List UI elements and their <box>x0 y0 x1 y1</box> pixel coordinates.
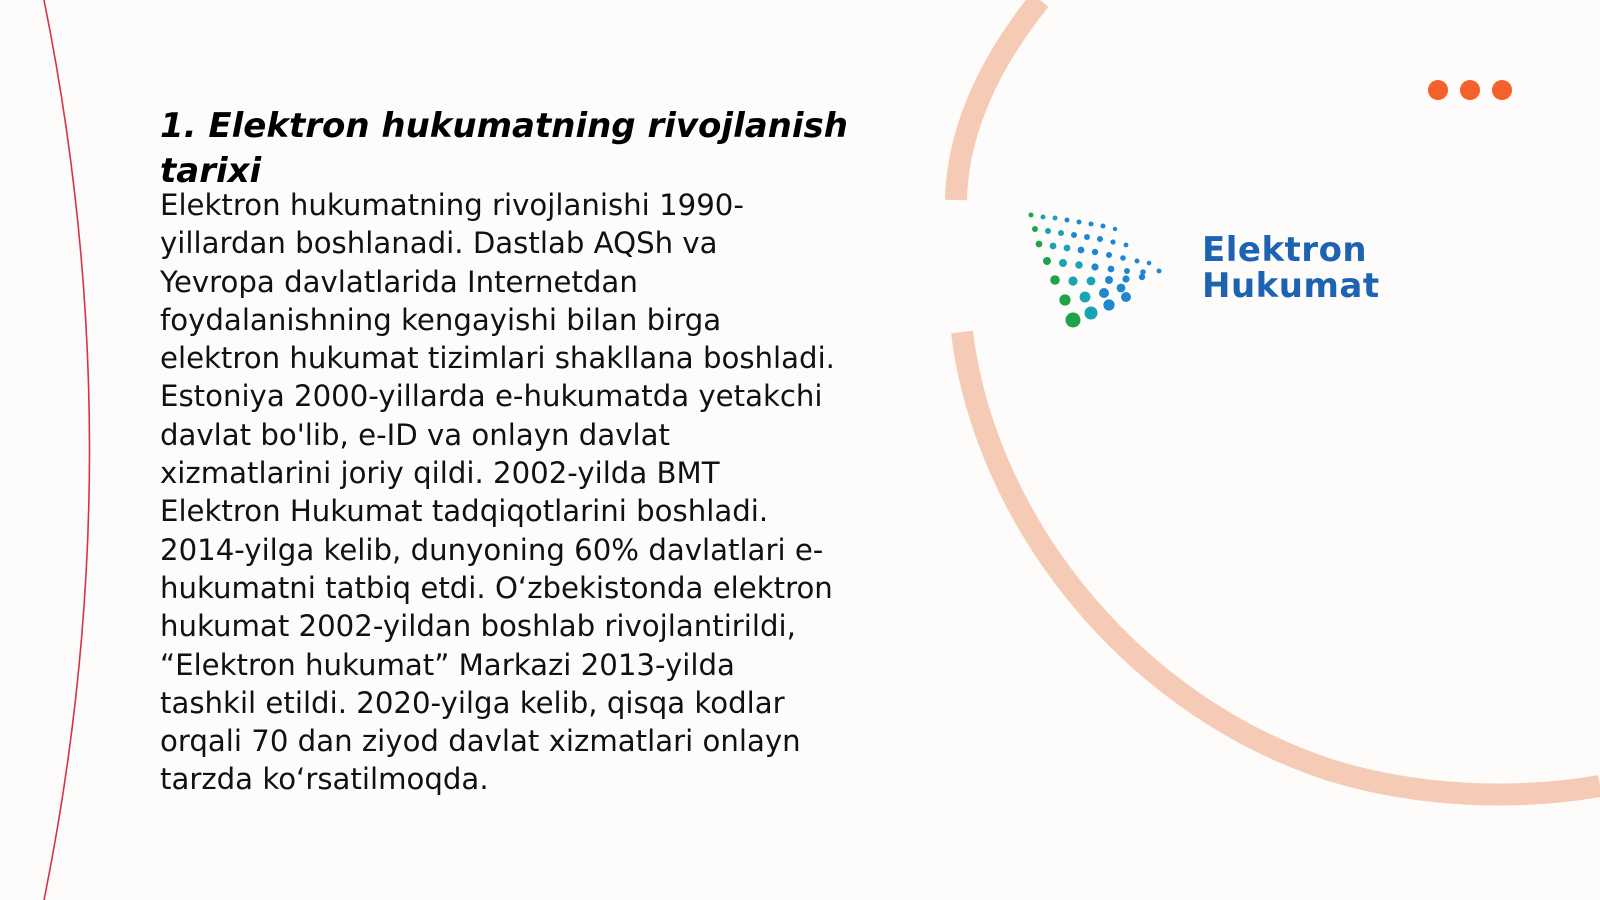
dot-swoosh-logo-icon <box>1025 205 1195 330</box>
arc-segment-top <box>956 0 1040 200</box>
slide-title: 1. Elektron hukumatning rivojlanish tarixi <box>160 106 848 191</box>
slide-body-text: Elektron hukumatning rivojlanishi 1990-yillardan boshlanadi. Dastlab AQSh va Yevropa davlatlarida Internetdan foydalanishning kengayishi bilan birga elektron hukumat tizimlari shakllana boshladi. Estoniya 2000-yillarda e-hukumatda yetakchi davlat bo'lib, e-ID va onlayn davlat xizmatlarini joriy qildi. 2002-yilda BMT Elektron Hukumat tadqiqotlarini boshladi. 2014-yilga kelib, dunyoning 60% davlatlari e-hukumatni tatbiq etdi. O‘zbekistonda elektron hukumat 2002-yildan boshlab rivojlantirildi, “Elektron hukumat” Markazi 2013-yilda tashkil etildi. 2020-yilga kelib, qisqa kodlar orqali 70 dan ziyod davlat xizmatlari onlayn tarzda ko‘rsatilmoqda. <box>160 188 835 797</box>
three-dots-icon <box>1428 79 1512 101</box>
logo-wordmark <box>1202 232 1380 304</box>
logo-line-1: Elektron <box>1202 230 1368 270</box>
left-curve-line <box>44 0 90 900</box>
arc-segment-bottom <box>962 332 1600 794</box>
logo-line-2: Hukumat <box>1202 266 1380 306</box>
